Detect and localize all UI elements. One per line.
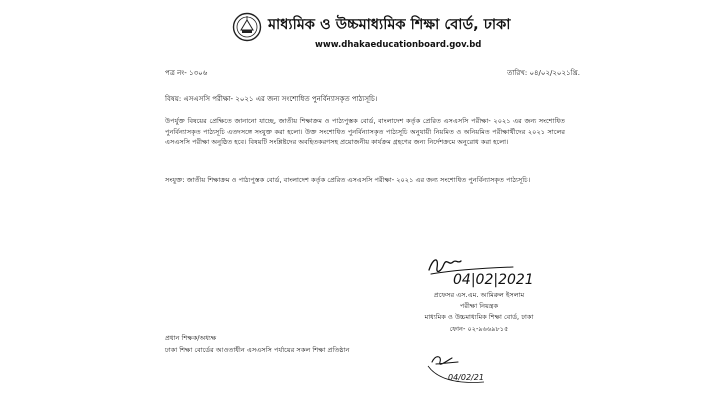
signatory-phone: ফোন- ০২-৯৬৬৯৮১৫ [449, 324, 509, 333]
letter-body: উপর্যুক্ত বিষয়ের প্রেক্ষিতে জানানো যাচ্ছে, জাতীয় শিক্ষাক্রম ও পাঠ্যপুস্তক বোর্ড, বাংলাদেশ কর্তৃক প্রেরিত এসএসসি পরীক্ষা- ২০২১ এর জন্য সংশোধিত পুনর্বিন্যাসকৃত পাঠ্যসূচি এতদসঙ্গে সংযুক্ত করা হলো। উক্ত সংশোধিত পুনর্বিন্যাসকৃত পাঠ্যসূচি অনুযায়ী নিয়মিত ও অনিয়মিত পরীক্ষার্থীদের ২০২১ সালের এসএসসি পরীক্ষা অনুষ্ঠিত হবে। বিষয়টি সংশ্লিষ্টদের অবহিতকরণসহ প্রয়োজনীয় কার্যক্রম গ্রহণের জন্য নির্দেশক্রমে অনুরোধ করা হলো। [165, 117, 565, 147]
recipient-block [165, 333, 349, 356]
signatory-block [404, 290, 554, 335]
board-name: মাধ্যমিক ও উচ্চমাধ্যমিক শিক্ষা বোর্ড, ঢাকা [268, 17, 511, 33]
board-website[interactable]: www.dhakaeducationboard.gov.bd [315, 40, 482, 50]
recipient-line-2: ঢাকা শিক্ষা বোর্ডের আওতাধীন এসএসসি পর্যায়ের সকল শিক্ষা প্রতিষ্ঠান [165, 345, 350, 354]
signatory-title: পরীক্ষা নিয়ন্ত্রক [459, 302, 499, 311]
letter-subject: বিষয়: এসএসসি পরীক্ষা- ২০২১ এর জন্য সংশোধিত পুনর্বিন্যাসকৃত পাঠ্যসূচি। [165, 95, 378, 103]
signature-date: 04|02|2021 [453, 272, 534, 288]
recipient-line-1: প্রধান শিক্ষক/অধ্যক্ষ [165, 334, 217, 342]
initials-mark [418, 350, 510, 392]
reference-number: পত্র নং- ১৩০৬ [165, 69, 208, 77]
letter-date: তারিখ: ০৪/০২/২০২১খ্রি. [507, 69, 580, 77]
initials-date: 04/02/21 [448, 373, 484, 382]
signatory-name: প্রফেসর এস.এম. আমিরুল ইসলাম [433, 291, 525, 299]
signatory-office: মাধ্যমিক ও উচ্চমাধ্যমিক শিক্ষা বোর্ড, ঢাকা [424, 313, 534, 322]
letter-attachment: সংযুক্ত: জাতীয় শিক্ষাক্রম ও পাঠ্যপুস্তক বোর্ড, বাংলাদেশ কর্তৃক প্রেরিত এসএসসি পরীক্ষা- ২০২১ এর জন্য সংশোধিত পুনর্বিন্যাসকৃত পাঠ্যসূচি। [165, 176, 531, 184]
handwritten-signature [425, 248, 555, 290]
board-seal-icon [232, 12, 262, 42]
